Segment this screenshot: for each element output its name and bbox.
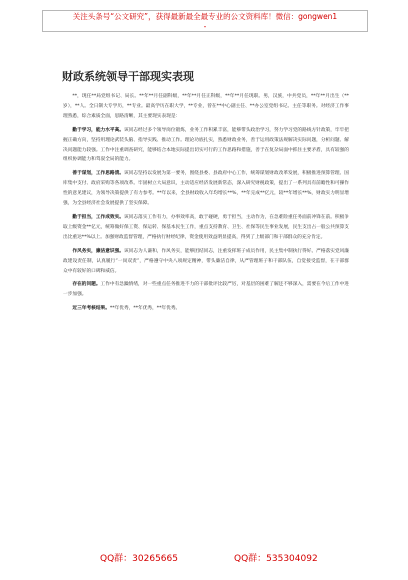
shortcomings-heading: 存在的问题。 xyxy=(72,282,101,288)
section-heading: 勤于担当，工作成效实。 xyxy=(72,214,124,220)
section-body: 该同志坚持以发展为第一要务，围绕县委、县政府中心工作，统筹谋划财政改革发展，积极推进预算管理、国库集中支付、政府采购等各项改革。牢固树立大局意识，主动适应经济发展新常态，深入研究财税政策，提出了一系列具有前瞻性和可操作性的意见建议，为领导决策提供了有力参考。**年以来，全县财政收入年均增长**%，**年完成**亿元，较**年增长**%，财政实力明显增强，为全县经济社会发展提供了坚实保障。 xyxy=(63,171,349,207)
section-paragraph xyxy=(63,126,349,166)
assessment-body: **年优秀，**年优秀，**年优秀。 xyxy=(109,306,181,312)
assessment-paragraph xyxy=(63,304,349,314)
section-paragraph xyxy=(63,213,349,243)
promo-banner-subtext: - xyxy=(203,22,207,31)
assessment-heading: 近三年考核结果。 xyxy=(72,306,110,312)
section-body: 该同志落实工作有力，办事效率高，敢于碰硬，勇于担当，主动作为，在急难险重任务面前冲锋在前。积极争取上级资金**亿元，统筹做好保工资、保运转、保基本民生工作，重点支持教育、卫生、社保等民生事业发展，民生支出占一般公共预算支出比重达**%以上。加强财政监督管理，严格执行财经纪律，资金使用效益明显提高，得到了上级部门和干部群众的充分肯定。 xyxy=(63,214,349,240)
section-paragraph xyxy=(63,169,349,209)
intro-paragraph: **，现任**局党组书记、局长。**年**月任副科级，**年**月任正科级，**年**月任现职。男，汉族，中共党员，**年**月出生（**岁），**人。全日制大专学历，**专业。最高学历在职大学，**专业，曾在**中心副主任、**办公室党组书记、主任等职务。对经济工作事理熟悉，综合素质全面，思路清晰，其主要现实表现是： xyxy=(63,94,349,119)
qq-group-2: QQ群：535304092 xyxy=(233,554,318,564)
promo-banner-text: 关注头条号“公文研究”，获得最新最全最专业的公文资料库！微信：gongwen1 xyxy=(72,12,338,21)
promo-banner xyxy=(42,10,368,32)
section-paragraph xyxy=(63,247,349,277)
section-body: 该同志经过多个领导岗位锻炼，业务工作积累丰富，能够带头政治学习，努力学习党的路线方针政策，牢牢把握正确方向，坚持用理论武装头脑、指导实践、推动工作。理论功底扎实，熟悉财政业务，善于运用政策法规解决实际问题，分析问题、解决问题能力较强。工作中注重调查研究，能够结合本地实际提出切实可行的工作思路和措施，善于在复杂局面中抓住主要矛盾，具有较强的组织协调能力和驾驭全局的能力。 xyxy=(63,127,349,163)
document-body xyxy=(63,92,349,314)
section-heading: 善于谋划，工作思路清。 xyxy=(72,171,124,177)
section-heading: 作风务实，廉洁意识强。 xyxy=(72,248,124,254)
shortcomings-body: 工作中有急躁情绪，对一些重点任务推进不力的干部批评比较严厉，对基层的困难了解还不够深入，需要在今后工作中进一步加强。 xyxy=(63,282,349,298)
document-title: 财政系统领导干部现实表现 xyxy=(62,70,194,83)
qq-group-1: QQ群：30265665 xyxy=(100,554,178,564)
section-heading: 勤于学习，能力水平高。 xyxy=(72,127,124,133)
shortcomings-paragraph xyxy=(63,280,349,300)
footer-contact xyxy=(100,551,370,564)
section-body: 该同志为人谦和，作风务实，能够团结同志，注重发挥班子成员作用，民主集中制执行得好。严格落实党风廉政建设责任制，认真履行“一岗双责”，严格遵守中央八项规定精神，带头廉洁自律，从严管理班子和干部队伍，自觉接受监督，在干部群众中有较好的口碑和威信。 xyxy=(63,248,349,274)
